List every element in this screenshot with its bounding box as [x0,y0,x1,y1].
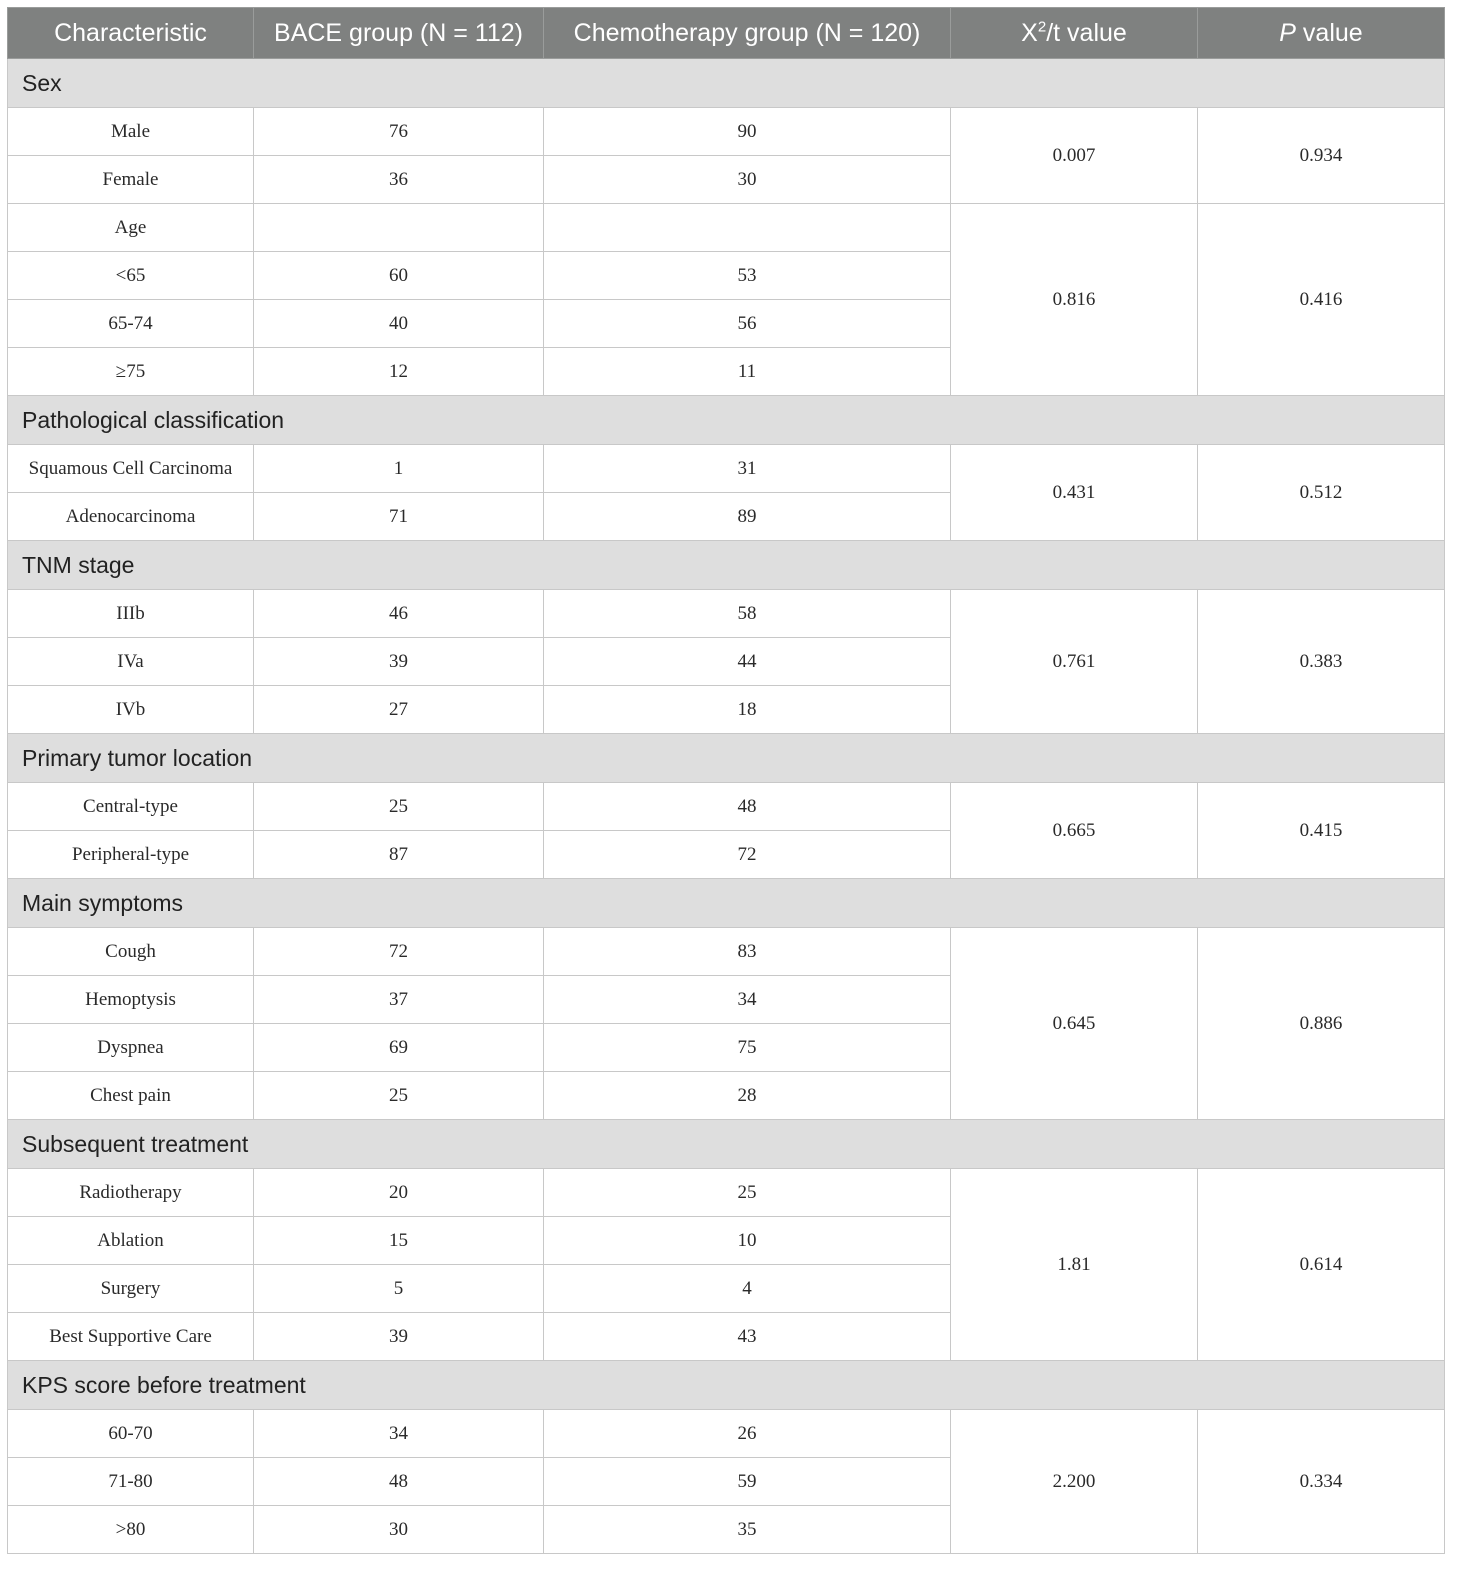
chemo-cell [544,204,951,252]
section-row-tnm [8,541,1445,590]
row-label: Squamous Cell Carcinoma [8,445,254,493]
bace-cell: 46 [254,590,544,638]
section-row-symptoms [8,879,1445,928]
p-cell: 0.512 [1198,445,1445,541]
section-row-pathology [8,396,1445,445]
section-row-sex [8,59,1445,108]
row-label: >80 [8,1506,254,1554]
bace-cell: 39 [254,638,544,686]
header-bace-group: BACE group (N = 112) [254,8,544,59]
chemo-cell: 10 [544,1217,951,1265]
row-label: ≥75 [8,348,254,396]
bace-cell: 5 [254,1265,544,1313]
p-cell: 0.415 [1198,783,1445,879]
bace-cell: 87 [254,831,544,879]
section-title: Main symptoms [8,879,1445,928]
bace-cell: 36 [254,156,544,204]
chemo-cell: 35 [544,1506,951,1554]
header-row [8,8,1445,59]
x2-cell: 1.81 [951,1169,1198,1361]
row-label: Adenocarcinoma [8,493,254,541]
row-label: 60-70 [8,1410,254,1458]
bace-cell: 72 [254,928,544,976]
bace-cell: 12 [254,348,544,396]
x2-cell: 0.816 [951,204,1198,396]
row-label: Age [8,204,254,252]
section-row-kps [8,1361,1445,1410]
chemo-cell: 53 [544,252,951,300]
row-label: IVa [8,638,254,686]
chemo-cell: 59 [544,1458,951,1506]
p-cell: 0.383 [1198,590,1445,734]
row-label: Hemoptysis [8,976,254,1024]
bace-cell: 27 [254,686,544,734]
header-p-suffix: value [1295,18,1363,47]
header-chemotherapy-group: Chemotherapy group (N = 120) [544,8,951,59]
x2-cell: 0.665 [951,783,1198,879]
x2-cell: 0.761 [951,590,1198,734]
table-row [8,783,1445,831]
header-p-italic: P [1279,18,1296,47]
table-row [8,204,1445,252]
p-cell: 0.886 [1198,928,1445,1120]
bace-cell: 37 [254,976,544,1024]
bace-cell: 39 [254,1313,544,1361]
section-title: TNM stage [8,541,1445,590]
section-row-location [8,734,1445,783]
x2-cell: 0.007 [951,108,1198,204]
header-characteristic: Characteristic [8,8,254,59]
chemo-cell: 58 [544,590,951,638]
chemo-cell: 83 [544,928,951,976]
p-cell: 0.934 [1198,108,1445,204]
section-title: Sex [8,59,1445,108]
chemo-cell: 43 [544,1313,951,1361]
bace-cell: 71 [254,493,544,541]
header-x2-value [951,8,1198,59]
row-label: 65-74 [8,300,254,348]
characteristics-table [7,7,1445,1554]
row-label: IIIb [8,590,254,638]
row-label: Female [8,156,254,204]
bace-cell: 25 [254,783,544,831]
chemo-cell: 11 [544,348,951,396]
row-label: Cough [8,928,254,976]
chemo-cell: 44 [544,638,951,686]
table-row [8,590,1445,638]
bace-cell: 20 [254,1169,544,1217]
row-label: IVb [8,686,254,734]
bace-cell: 48 [254,1458,544,1506]
row-label: Male [8,108,254,156]
chemo-cell: 30 [544,156,951,204]
table-row [8,1410,1445,1458]
header-x2-superscript: 2 [1037,18,1047,36]
row-label: Ablation [8,1217,254,1265]
bace-cell: 69 [254,1024,544,1072]
chemo-cell: 56 [544,300,951,348]
section-title: Primary tumor location [8,734,1445,783]
chemo-cell: 89 [544,493,951,541]
bace-cell: 40 [254,300,544,348]
row-label: Dyspnea [8,1024,254,1072]
bace-cell: 60 [254,252,544,300]
chemo-cell: 25 [544,1169,951,1217]
bace-cell: 1 [254,445,544,493]
chemo-cell: 75 [544,1024,951,1072]
bace-cell: 34 [254,1410,544,1458]
row-label: Radiotherapy [8,1169,254,1217]
chemo-cell: 72 [544,831,951,879]
chemo-cell: 18 [544,686,951,734]
chemo-cell: 90 [544,108,951,156]
x2-cell: 0.645 [951,928,1198,1120]
bace-cell: 30 [254,1506,544,1554]
table-row [8,1169,1445,1217]
section-title: Pathological classification [8,396,1445,445]
header-x2-prefix: X [1021,18,1038,47]
chemo-cell: 31 [544,445,951,493]
bace-cell: 76 [254,108,544,156]
x2-cell: 2.200 [951,1410,1198,1554]
section-title: KPS score before treatment [8,1361,1445,1410]
bace-cell: 15 [254,1217,544,1265]
section-row-subsequent [8,1120,1445,1169]
p-cell: 0.416 [1198,204,1445,396]
row-label: Surgery [8,1265,254,1313]
table-row [8,108,1445,156]
row-label: Best Supportive Care [8,1313,254,1361]
row-label: <65 [8,252,254,300]
chemo-cell: 4 [544,1265,951,1313]
bace-cell [254,204,544,252]
chemo-cell: 48 [544,783,951,831]
chemo-cell: 34 [544,976,951,1024]
row-label: Peripheral-type [8,831,254,879]
p-cell: 0.614 [1198,1169,1445,1361]
header-x2-suffix: /t value [1046,18,1127,47]
bace-cell: 25 [254,1072,544,1120]
table-row [8,445,1445,493]
x2-cell: 0.431 [951,445,1198,541]
chemo-cell: 28 [544,1072,951,1120]
row-label: 71-80 [8,1458,254,1506]
section-title: Subsequent treatment [8,1120,1445,1169]
row-label: Chest pain [8,1072,254,1120]
row-label: Central-type [8,783,254,831]
table-row [8,928,1445,976]
header-p-value [1198,8,1445,59]
chemo-cell: 26 [544,1410,951,1458]
p-cell: 0.334 [1198,1410,1445,1554]
